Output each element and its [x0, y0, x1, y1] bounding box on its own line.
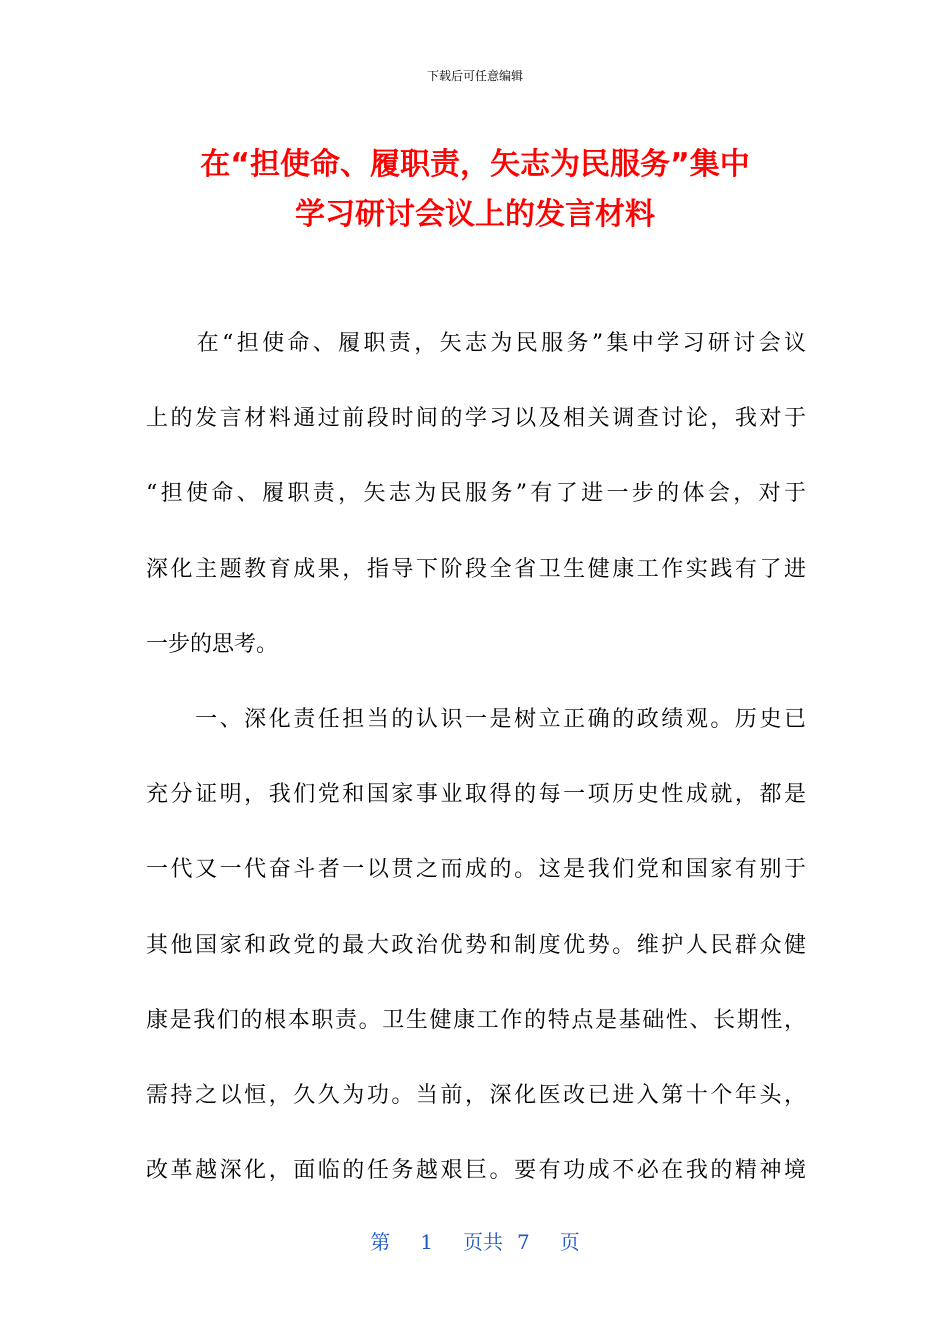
title-line-1: 在“担使命、履职责，矢志为民服务”集中: [200, 147, 750, 182]
body-line: “担使命、履职责，矢志为民服务”有了进一步的体会，对于: [146, 481, 806, 507]
footer-current-page: 1: [420, 1230, 433, 1254]
footer-label-end: 页: [559, 1230, 580, 1254]
footer-total-pages: 7: [517, 1230, 530, 1254]
body-line: 其他国家和政党的最大政治优势和制度优势。维护人民群众健: [146, 932, 806, 958]
body-line: 深化主题教育成果，指导下阶段全省卫生健康工作实践有了进: [146, 556, 806, 582]
page-footer: [0, 1226, 950, 1255]
body-line: 需持之以恒，久久为功。当前，深化医改已进入第十个年头，: [146, 1082, 806, 1108]
document-title: [60, 140, 890, 240]
document-body: [146, 320, 806, 1222]
title-line-2: 学习研讨会议上的发言材料: [295, 197, 655, 232]
body-line: 充分证明，我们党和国家事业取得的每一项历史性成就，都是: [146, 782, 806, 808]
body-line: 一代又一代奋斗者一以贯之而成的。这是我们党和国家有别于: [146, 857, 806, 883]
body-line: 一、深化责任担当的认识一是树立正确的政绩观。历史已: [146, 706, 806, 732]
body-line: 改革越深化，面临的任务越艰巨。要有功成不必在我的精神境: [146, 1158, 806, 1184]
body-line: 康是我们的根本职责。卫生健康工作的特点是基础性、长期性，: [146, 1007, 806, 1033]
body-line: 一步的思考。: [146, 631, 279, 657]
body-line: 上的发言材料通过前段时间的学习以及相关调查讨论，我对于: [146, 406, 806, 432]
header-note: 下载后可任意编辑: [426, 69, 523, 83]
footer-label-page: 第: [370, 1230, 391, 1254]
footer-label-of: 页共: [463, 1230, 503, 1254]
body-line: 在“担使命、履职责，矢志为民服务”集中学习研讨会议: [146, 331, 806, 356]
